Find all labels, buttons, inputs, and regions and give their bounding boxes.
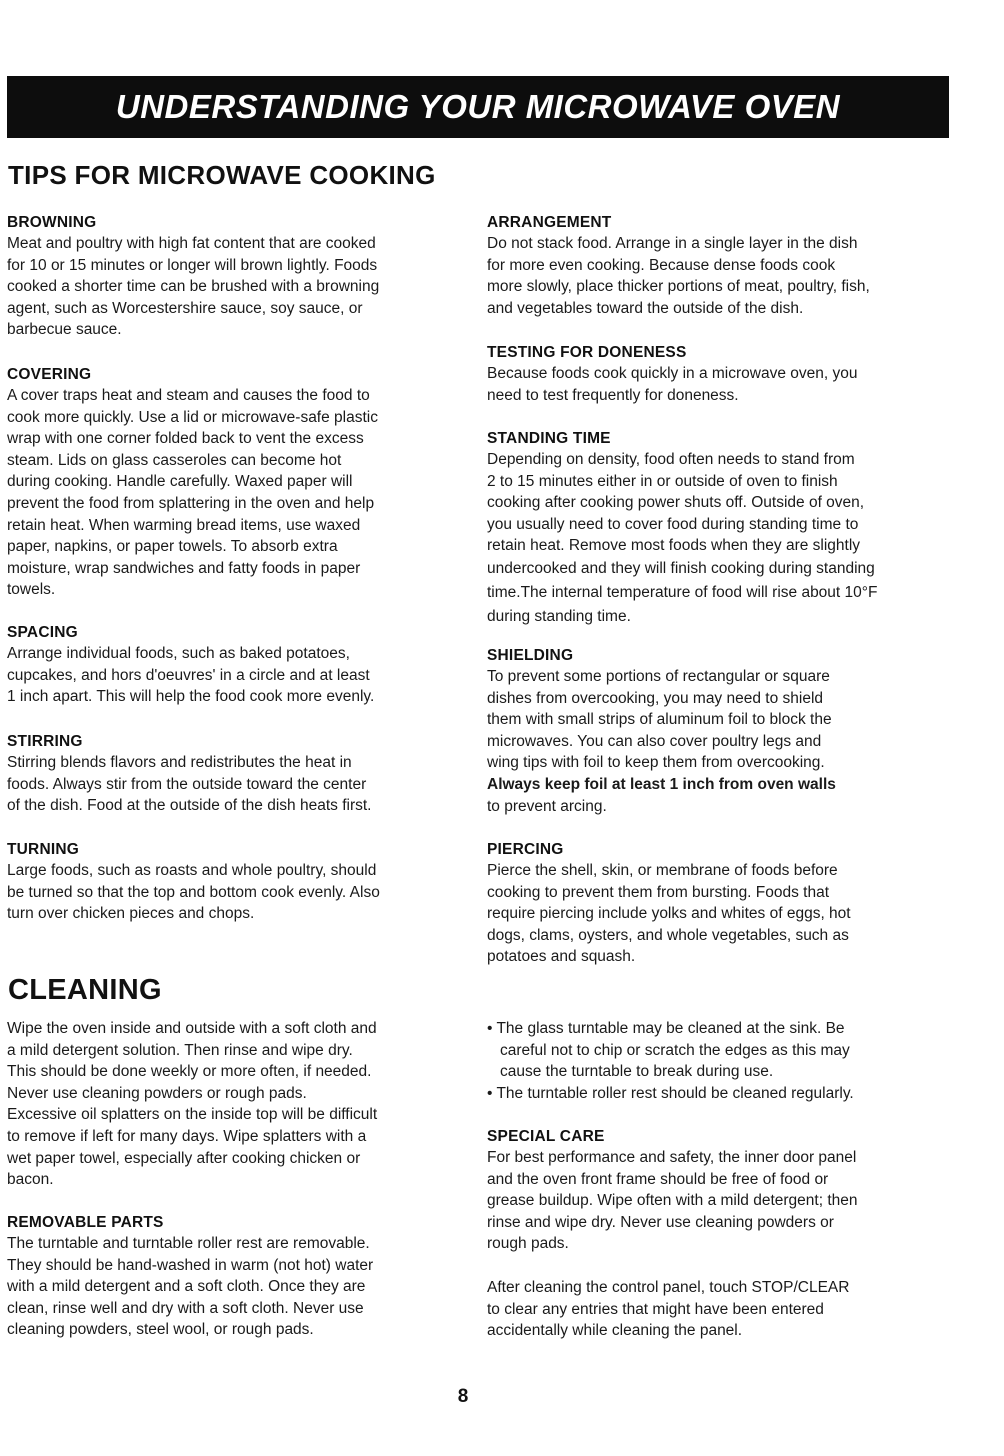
piercing-title: PIERCING (487, 841, 564, 858)
text-line: and the oven front frame should be free of food or (487, 1170, 829, 1188)
text-line: Large foods, such as roasts and whole poultry, should (7, 862, 377, 879)
text-line: 1 inch apart. This will help the food cook more evenly. (7, 688, 375, 706)
text-line: require piercing include yolks and whites of eggs, hot (487, 905, 851, 923)
section-removable-parts (7, 1212, 463, 1341)
removable-title: REMOVABLE PARTS (7, 1214, 164, 1231)
arrangement-title: ARRANGEMENT (487, 214, 612, 231)
section-browning (7, 212, 463, 341)
text-line: cooking to prevent them from bursting. Foods that (487, 883, 830, 901)
piercing-body (487, 860, 957, 968)
text-line: cooked a shorter time can be brushed with a browning (7, 278, 380, 296)
text-line: be turned so that the top and bottom cook evenly. Also (7, 883, 380, 901)
text-line: Never use cleaning powders or rough pads. (7, 1084, 307, 1102)
text-line: rough pads. (487, 1235, 569, 1253)
section-shielding (487, 645, 957, 817)
turning-body (7, 860, 463, 925)
turning-title: TURNING (7, 841, 80, 858)
standing-body-cont (487, 557, 957, 629)
shielding-body (487, 666, 957, 817)
section-cleaning-intro (7, 1018, 463, 1191)
text-line: retain heat. Remove most foods when they are slightly (487, 537, 861, 555)
text-line: retain heat. When warming bread items, use waxed (7, 516, 361, 534)
tips-heading: TIPS FOR MICROWAVE COOKING (8, 160, 436, 190)
turntable-bullets-body (487, 1018, 957, 1104)
spacing-title: SPACING (7, 624, 78, 641)
section-spacing (7, 622, 463, 708)
text-line: Stirring blends flavors and redistributes the heat in (7, 754, 352, 771)
standing-title: STANDING TIME (487, 430, 611, 447)
text-line: agent, such as Worcestershire sauce, soy sauce, or (7, 299, 363, 317)
text-line: cleaning powders, steel wool, or rough pads. (7, 1321, 314, 1339)
text-line: to prevent arcing. (487, 797, 607, 815)
text-line: accidentally while cleaning the panel. (487, 1322, 743, 1340)
covering-title: COVERING (7, 366, 92, 383)
text-line: prevent the food from splattering in the oven and help (7, 494, 375, 512)
banner-title: UNDERSTANDING YOUR MICROWAVE OVEN (115, 88, 841, 125)
section-stirring (7, 731, 463, 817)
text-line: 2 to 15 minutes either in or outside of oven to finish (487, 472, 838, 490)
text-line: After cleaning the control panel, touch STOP/CLEAR (487, 1279, 850, 1296)
text-line: moisture, wrap sandwiches and fatty foods in paper (7, 559, 361, 577)
warning-line: Always keep foil at least 1 inch from oven walls (487, 775, 836, 793)
text-line: for 10 or 15 minutes or longer will brown lightly. Foods (7, 256, 378, 274)
text-line: you usually need to cover food during standing time to (487, 515, 859, 533)
text-line: paper, napkins, or paper towels. To absorb extra (7, 538, 338, 556)
stirring-body (7, 752, 463, 817)
text-line: Depending on density, food often needs to stand from (487, 451, 855, 468)
stirring-title: STIRRING (7, 733, 83, 750)
text-line: with a mild detergent and a soft cloth. Once they are (7, 1278, 366, 1296)
special-title: SPECIAL CARE (487, 1128, 605, 1145)
text-line: clean, rinse well and dry with a soft cloth. Never use (7, 1299, 364, 1317)
text-line: wing tips with foil to keep them from overcooking. (487, 754, 825, 772)
text-line: Excessive oil splatters on the inside top will be difficult (7, 1106, 378, 1124)
text-line: foods. Always stir from the outside toward the center (7, 775, 367, 793)
text-line: to clear any entries that might have been entered (487, 1300, 824, 1318)
text-line: undercooked and they will finish cooking during standing (487, 559, 875, 577)
special-body (487, 1147, 957, 1255)
removable-body (7, 1233, 463, 1341)
text-line: The turntable and turntable roller rest are removable. (7, 1235, 370, 1252)
text-line: cook more quickly. Use a lid or microwave-safe plastic (7, 408, 378, 426)
section-turntable-bullets (487, 1018, 957, 1104)
text-line: Arrange individual foods, such as baked potatoes, (7, 645, 350, 662)
text-line: of the dish. Food at the outside of the dish heats first. (7, 797, 372, 815)
text-line: Do not stack food. Arrange in a single layer in the dish (487, 235, 858, 252)
text-line: wet paper towel, especially after cooking chicken or (7, 1149, 361, 1167)
text-line: steam. Lids on glass casseroles can become hot (7, 451, 342, 469)
text-line: wrap with one corner folded back to vent the excess (7, 430, 364, 448)
text-line: during standing time. (487, 607, 631, 625)
section-piercing (487, 839, 957, 968)
section-testing (487, 342, 957, 406)
section-covering (7, 364, 463, 601)
section-arrangement (487, 212, 957, 319)
text-line: dogs, clams, oysters, and whole vegetables, such as (487, 926, 849, 944)
text-line: microwaves. You can also cover poultry legs and (487, 732, 822, 750)
text-line: towels. (7, 581, 56, 599)
text-line: cooking after cooking power shuts off. Outside of oven, (487, 494, 865, 512)
text-line: Because foods cook quickly in a microwave oven, you (487, 365, 858, 382)
bullet-item: • The glass turntable may be cleaned at the sink. Be (487, 1020, 845, 1037)
text-line: to remove if left for many days. Wipe splatters with a (7, 1127, 367, 1145)
text-line: For best performance and safety, the inner door panel (487, 1149, 857, 1166)
text-line: a mild detergent solution. Then rinse and wipe dry. (7, 1041, 353, 1059)
text-line: A cover traps heat and steam and causes the food to (7, 387, 370, 404)
text-line: cupcakes, and hors d'oeuvres' in a circle and at least (7, 666, 370, 684)
cleaning-intro-body (7, 1018, 463, 1191)
text-line: To prevent some portions of rectangular or square (487, 668, 830, 685)
section-special-care (487, 1126, 957, 1255)
bullet-item-cont: careful not to chip or scratch the edges as this may (500, 1041, 850, 1059)
text-line: need to test frequently for doneness. (487, 386, 739, 404)
spacing-body (7, 643, 463, 708)
text-line: more slowly, place thicker portions of meat, poultry, fish, (487, 278, 870, 296)
browning-body (7, 233, 463, 341)
text-line: rinse and wipe dry. Never use cleaning powders or (487, 1213, 834, 1231)
section-control-panel (487, 1277, 957, 1342)
text-line: bacon. (7, 1171, 54, 1189)
cleaning-heading: CLEANING (8, 974, 162, 1006)
bullet-item: • The turntable roller rest should be cleaned regularly. (487, 1084, 854, 1102)
page-banner (7, 76, 949, 138)
standing-body (487, 449, 957, 557)
text-line: dishes from overcooking, you may need to shield (487, 689, 824, 707)
testing-title: TESTING FOR DONENESS (487, 344, 687, 361)
text-line: potatoes and squash. (487, 948, 636, 966)
text-line: and vegetables toward the outside of the dish. (487, 299, 804, 317)
text-line: during cooking. Handle carefully. Waxed paper will (7, 473, 353, 491)
covering-body (7, 385, 463, 601)
bullet-item-cont: cause the turntable to break during use. (500, 1063, 774, 1081)
text-line: This should be done weekly or more often, if needed. (7, 1063, 372, 1081)
text-line: Wipe the oven inside and outside with a soft cloth and (7, 1020, 377, 1037)
browning-title: BROWNING (7, 214, 97, 231)
text-line: Pierce the shell, skin, or membrane of foods before (487, 862, 838, 879)
text-line: barbecue sauce. (7, 321, 122, 339)
arrangement-body (487, 233, 957, 319)
page-number: 8 (457, 1386, 469, 1407)
section-standing-time (487, 428, 957, 629)
control-body (487, 1277, 957, 1342)
text-line: grease buildup. Wipe often with a mild detergent; then (487, 1192, 858, 1210)
section-turning (7, 839, 463, 925)
text-line: them with small strips of aluminum foil to block the (487, 711, 832, 729)
shielding-title: SHIELDING (487, 647, 574, 664)
text-line: Meat and poultry with high fat content that are cooked (7, 235, 376, 252)
text-line: time.The internal temperature of food will rise about 10°F (487, 583, 878, 601)
text-line: turn over chicken pieces and chops. (7, 905, 255, 923)
text-line: They should be hand-washed in warm (not hot) water (7, 1256, 374, 1274)
testing-body (487, 363, 957, 406)
text-line: for more even cooking. Because dense foods cook (487, 256, 836, 274)
